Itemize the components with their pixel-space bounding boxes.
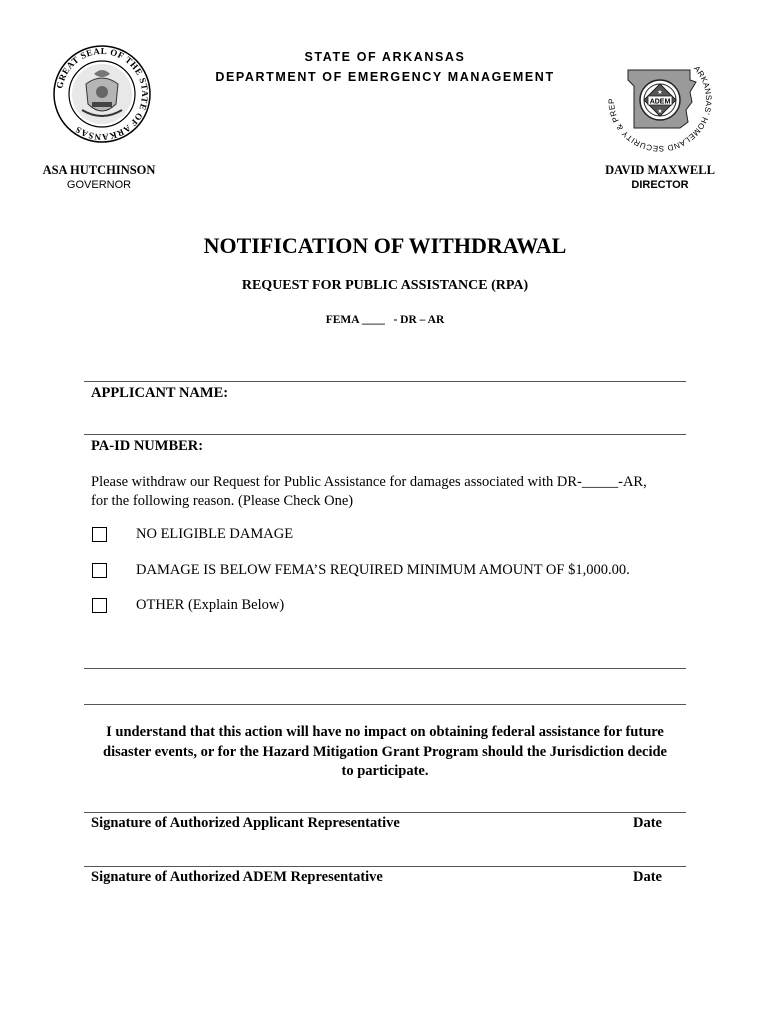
document-title: NOTIFICATION OF WITHDRAWAL xyxy=(203,233,567,258)
pa-id-rule xyxy=(84,434,686,435)
fema-line xyxy=(0,314,770,326)
below-minimum-checkbox[interactable] xyxy=(92,563,107,578)
applicant-signature-line[interactable] xyxy=(84,812,686,813)
applicant-signature-label: Signature of Authorized Applicant Representative xyxy=(91,815,400,831)
statement-line-1: I understand that this action will have no impact on obtaining federal assistance for future xyxy=(106,724,664,740)
adem-ring-lettering: ARKANSAS' HOMELAND SECURITY & PREP xyxy=(606,64,714,154)
request-line-2: for the following reason. (Please Check One) xyxy=(91,493,354,509)
svg-text:★: ★ xyxy=(657,90,663,96)
adem-signature-date-label: Date xyxy=(633,869,662,885)
adem-abbrev: ADEM xyxy=(649,98,671,106)
statement-line-2: disaster events, or for the Hazard Mitigation Grant Program should the Jurisdiction decide xyxy=(103,743,667,760)
statement-line-3: to participate. xyxy=(341,763,429,779)
adem-signature-label: Signature of Authorized ADEM Representative xyxy=(91,869,383,885)
acknowledgement-statement xyxy=(84,723,686,782)
no-eligible-damage-label: NO ELIGIBLE DAMAGE xyxy=(136,526,294,542)
director-title: DIRECTOR xyxy=(631,179,689,191)
pa-id-label: PA-ID NUMBER: xyxy=(91,438,204,454)
fema-number-blank[interactable]: ____ xyxy=(361,314,385,326)
governor-block xyxy=(40,163,158,191)
governor-title: GOVERNOR xyxy=(66,179,132,191)
document-subtitle: REQUEST FOR PUBLIC ASSISTANCE (RPA) xyxy=(241,278,529,293)
state-name: STATE OF ARKANSAS xyxy=(304,50,466,64)
svg-text:★: ★ xyxy=(657,109,663,115)
below-minimum-label: DAMAGE IS BELOW FEMA’S REQUIRED MINIMUM AMOUNT OF $1,000.00. xyxy=(136,562,630,578)
no-eligible-damage-checkbox[interactable] xyxy=(92,527,107,542)
withdraw-request-text xyxy=(91,473,647,511)
adem-logo xyxy=(604,44,716,156)
applicant-signature-date-label: Date xyxy=(633,815,662,831)
applicant-name-rule xyxy=(84,381,686,382)
adem-signature-line[interactable] xyxy=(84,866,686,867)
applicant-name-label: APPLICANT NAME: xyxy=(91,385,229,401)
other-checkbox[interactable] xyxy=(92,598,107,613)
seal-lettering: GREAT SEAL OF THE STATE OF ARKANSAS xyxy=(54,45,151,143)
fema-prefix: FEMA xyxy=(325,314,359,326)
request-line-1: Please withdraw our Request for Public Assistance for damages associated with DR-_____-AR, xyxy=(91,474,647,490)
governor-name: ASA HUTCHINSON xyxy=(42,163,156,177)
director-block xyxy=(598,163,722,191)
director-name: DAVID MAXWELL xyxy=(605,163,715,177)
explanation-line-1[interactable] xyxy=(84,668,686,669)
other-label: OTHER (Explain Below) xyxy=(136,597,285,613)
explanation-line-2[interactable] xyxy=(84,704,686,705)
fema-suffix: - DR – AR xyxy=(393,314,445,326)
department-name: DEPARTMENT OF EMERGENCY MANAGEMENT xyxy=(215,70,555,84)
